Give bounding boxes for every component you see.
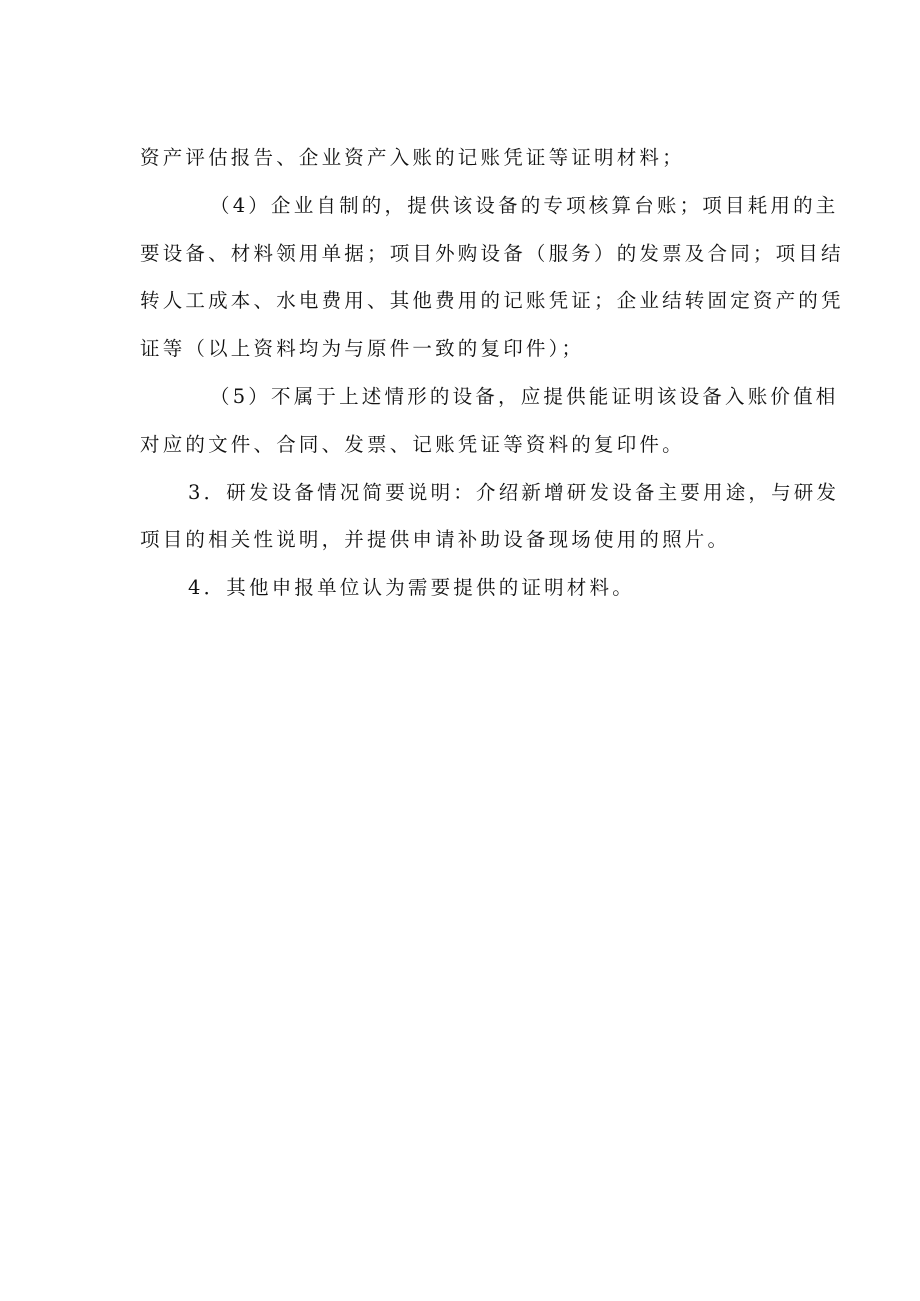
- text-line: 资产评估报告、企业资产入账的记账凭证等证明材料；: [140, 146, 685, 169]
- text-line: 转人工成本、水电费用、其他费用的记账凭证；企业结转固定资产的凭: [140, 289, 844, 313]
- text-line: （5）不属于上述情形的设备，应提供能证明该设备入账价值相: [210, 384, 839, 408]
- text-line: 证等（以上资料均为与原件一致的复印件）；: [140, 337, 585, 361]
- text-line: 3．研发设备情况简要说明：介绍新增研发设备主要用途，与研发: [188, 480, 840, 504]
- text-line: 对应的文件、合同、发票、记账凭证等资料的复印件。: [140, 432, 685, 456]
- document-body: [140, 134, 850, 612]
- text-line: 要设备、材料领用单据；项目外购设备（服务）的发票及合同；项目结: [140, 241, 844, 265]
- text-line: 项目的相关性说明，并提供申请补助设备现场使用的照片。: [140, 528, 731, 552]
- text-line: （4）企业自制的，提供该设备的专项核算台账；项目耗用的主: [210, 193, 839, 217]
- text-line: 4．其他申报单位认为需要提供的证明材料。: [188, 576, 635, 600]
